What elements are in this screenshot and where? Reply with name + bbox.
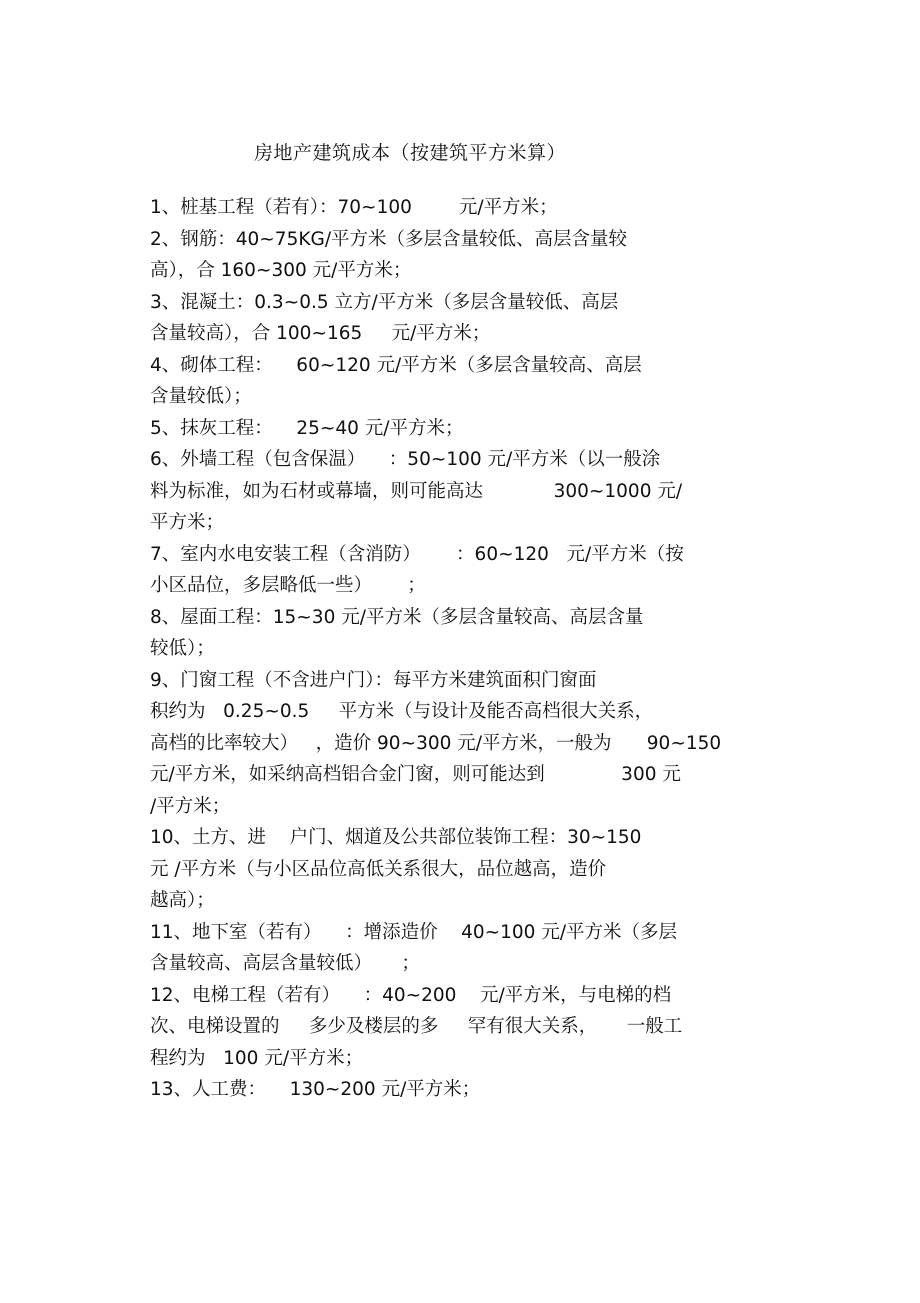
text-line: 12、电梯工程（若有） ：40~200 元/平方米，与电梯的档 (150, 984, 672, 1006)
text-line: 平方米； (150, 512, 225, 533)
text-line: 较低）； (150, 638, 215, 659)
text-line: 小区品位，多层略低一些） ； (150, 575, 426, 596)
text-line: 7、室内水电安装工程（含消防） ：60~120 元/平方米（按 (150, 543, 684, 565)
text-line: 次、电梯设置的 多少及楼层的多 罕有很大关系， 一般工 (150, 1016, 683, 1037)
text-line: 2、钢筋：40~75KG/平方米（多层含量较低、高层含量较 (150, 228, 628, 250)
text-line: 积约为 0.25~0.5 平方米（与设计及能否高档很大关系， (150, 701, 654, 722)
text-line: 13、人工费： 130~200 元/平方米； (150, 1079, 481, 1100)
text-line: 1、桩基工程（若有）：70~100 元/平方米； (150, 197, 558, 218)
text-line: 9、门窗工程（不含进户门）：每平方米建筑面积门窗面 (150, 669, 597, 691)
text-line: 料为标准，如为石材或幕墙，则可能高达 300~1000 元/ (150, 480, 683, 502)
document-title: 房地产建筑成本（按建筑平方米算） (254, 142, 567, 164)
text-line: 高），合 160~300 元/平方米； (150, 260, 412, 281)
text-line: 程约为 100 元/平方米； (150, 1047, 364, 1069)
text-line: 越高）； (150, 890, 215, 911)
text-line: 元/平方米，如采纳高档铝合金门窗，则可能达到 300 元 (150, 764, 681, 785)
text-line: 6、外墙工程（包含保温） ：50~100 元/平方米（以一般涂 (150, 449, 661, 470)
text-line: 含量较高、高层含量较低） ； (150, 953, 420, 974)
text-line: 11、地下室（若有） ：增添造价 40~100 元/平方米（多层 (150, 921, 678, 943)
text-line: 4、砌体工程： 60~120 元/平方米（多层含量较高、高层 (150, 354, 642, 376)
text-line: /平方米； (150, 795, 231, 817)
text-line: 含量较高），合 100~165 元/平方米； (150, 323, 491, 344)
text-line: 8、屋面工程：15~30 元/平方米（多层含量较高、高层含量 (150, 606, 644, 628)
text-line: 含量较低）； (150, 386, 252, 407)
text-line: 元 /平方米（与小区品位高低关系很大，品位越高，造价 (150, 858, 607, 880)
text-line: 5、抹灰工程： 25~40 元/平方米； (150, 417, 464, 439)
text-line: 高档的比率较大） ，造价 90~300 元/平方米，一般为 90~150 (150, 732, 722, 754)
text-line: 10、土方、进 户门、烟道及公共部位装饰工程：30~150 (150, 827, 642, 848)
document-body (150, 192, 790, 1106)
text-line: 3、混凝土：0.3~0.5 立方/平方米（多层含量较低、高层 (150, 291, 619, 313)
